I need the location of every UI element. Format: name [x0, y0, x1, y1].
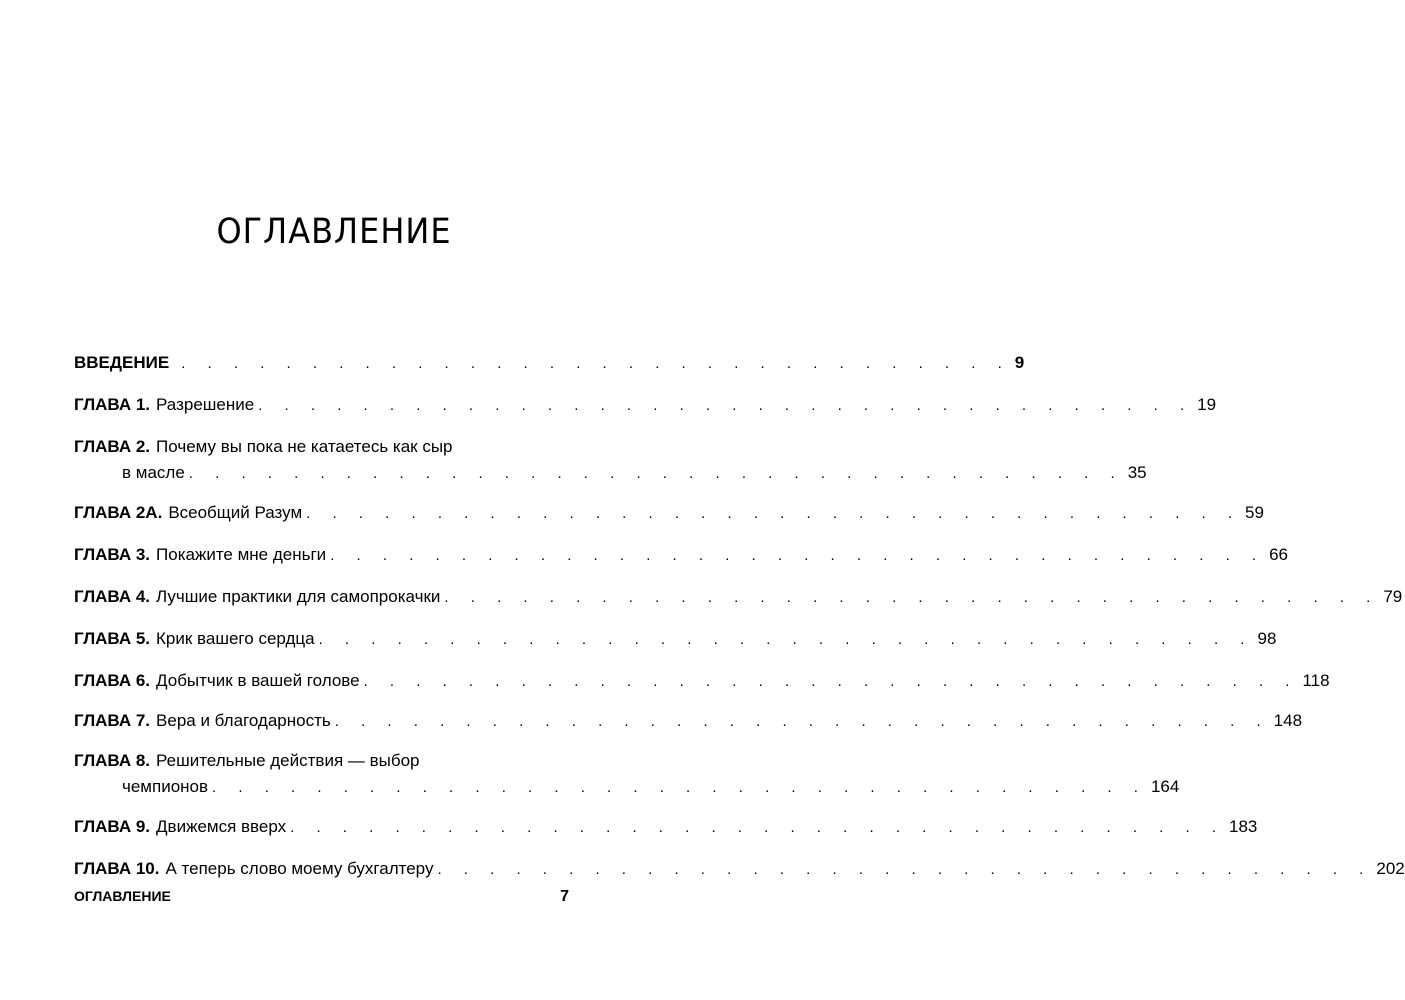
- toc-entry-intro[interactable]: [74, 350, 1025, 377]
- toc-entry-line: [74, 626, 1277, 653]
- toc-entry-line: [74, 392, 1217, 419]
- toc-entry-line: [74, 774, 1180, 801]
- toc-page-number: 59: [1245, 503, 1264, 522]
- toc-entry-title: Разрешение: [156, 395, 255, 414]
- toc-entry[interactable]: [74, 708, 1303, 735]
- toc-entry[interactable]: [74, 814, 1258, 841]
- toc-entry-title: Лучшие практики для самопрокачки: [156, 587, 441, 606]
- dot-leader: . . . . . . . . . . . . . . . . . . . . . . . . . . . . . . . . . . . .: [318, 631, 1254, 648]
- toc-page-number: 35: [1127, 463, 1147, 482]
- toc-entry-line: [74, 814, 1258, 841]
- dot-leader: . . . . . . . . . . . . . . . . . . . . . . . . . . . . . . . . . . . .: [363, 673, 1299, 690]
- toc-entry-title: Покажите мне деньги: [156, 545, 327, 564]
- dot-leader: . . . . . . . . . . . . . . . . . . . . . . . . . . . . . . . . . . . .: [330, 547, 1266, 564]
- footer-section-title: ОГЛАВЛЕНИЕ: [74, 888, 171, 904]
- toc-entry-label: ГЛАВА 1.: [74, 395, 151, 414]
- toc-page-number: 148: [1273, 711, 1303, 730]
- page-title: ОГЛАВЛЕНИЕ: [216, 210, 452, 252]
- dot-leader: . . . . . . . . . . . . . . . . . . . . . . . . . . . . . . . . . . . .: [334, 713, 1270, 730]
- toc-entry-label: ГЛАВА 3.: [74, 545, 151, 564]
- toc-entry-label: ГЛАВА 8.: [74, 751, 151, 770]
- toc-entry[interactable]: [74, 584, 1403, 611]
- toc-page-number: 183: [1229, 817, 1258, 836]
- footer-page-number: 7: [560, 888, 569, 905]
- toc-entry[interactable]: [74, 856, 1405, 883]
- toc-page-number: 164: [1150, 777, 1180, 796]
- toc-page-number: 66: [1269, 545, 1289, 564]
- dot-leader: . . . . . . . . . . . . . . . . . . . . . . . . . . . . . . . . . . . .: [258, 397, 1194, 414]
- toc-entry-label: ГЛАВА 4.: [74, 587, 151, 606]
- toc-entry[interactable]: [74, 392, 1217, 419]
- toc-entry[interactable]: [74, 434, 1147, 487]
- toc-entry-label: ГЛАВА 9.: [74, 817, 151, 836]
- toc-page-number: 19: [1197, 395, 1217, 414]
- toc-entry[interactable]: [74, 748, 1180, 801]
- toc-entry-title: Всеобщий Разум: [168, 503, 303, 522]
- toc-entry-label: ВВЕДЕНИЕ: [74, 353, 170, 372]
- toc-entry-line: [74, 708, 1303, 735]
- toc-entry-line: [74, 500, 1264, 527]
- toc-entry-title: Решительные действия — выбор: [156, 751, 420, 770]
- toc-page-number: 202: [1376, 859, 1405, 878]
- running-footer: [74, 888, 569, 906]
- toc-entry-label: ГЛАВА 5.: [74, 629, 151, 648]
- toc-page-number: 118: [1302, 671, 1330, 690]
- toc-entry-label: ГЛАВА 7.: [74, 711, 151, 730]
- toc-page-number: 9: [1014, 353, 1025, 372]
- toc-entry-title-cont: чемпионов: [122, 777, 209, 796]
- dot-leader: . . . . . . . . . . . . . . . . . . . . . . . . . . . . . . . . . . . .: [306, 505, 1242, 522]
- toc-entry-title: Вера и благодарность: [156, 711, 331, 730]
- toc-entry-title: Крик вашего сердца: [156, 629, 315, 648]
- toc-entry[interactable]: [74, 626, 1277, 653]
- toc-entry-title: Добытчик в вашей голове: [156, 671, 360, 690]
- dot-leader: . . . . . . . . . . . . . . . . . . . . . . . . . . . . . . . . . . . .: [444, 589, 1380, 606]
- toc-entry-line: [74, 748, 569, 774]
- toc-entry-title: Почему вы пока не катаетесь как сыр: [156, 437, 453, 456]
- toc-entry-line: [74, 584, 1403, 611]
- dot-leader: . . . . . . . . . . . . . . . . . . . . . . . . . . . . . . . .: [181, 355, 1011, 372]
- toc-entry-line: [74, 856, 1405, 883]
- toc-entry-title: Движемся вверх: [156, 817, 287, 836]
- toc-page-number: 79: [1383, 587, 1403, 606]
- toc-entry-line: [74, 542, 1289, 569]
- toc-entry[interactable]: [74, 500, 1264, 527]
- dot-leader: . . . . . . . . . . . . . . . . . . . . . . . . . . . . . . . . . . . .: [212, 779, 1147, 796]
- toc-entry[interactable]: [74, 668, 1330, 695]
- dot-leader: . . . . . . . . . . . . . . . . . . . . . . . . . . . . . . . . . . . .: [188, 465, 1124, 482]
- dot-leader: . . . . . . . . . . . . . . . . . . . . . . . . . . . . . . . . . . . .: [290, 819, 1226, 836]
- toc-entry[interactable]: [74, 542, 1289, 569]
- toc-entry-line: [74, 434, 569, 460]
- toc-page-number: 98: [1257, 629, 1277, 648]
- toc-entry-title-cont: в масле: [122, 463, 185, 482]
- dot-leader: . . . . . . . . . . . . . . . . . . . . . . . . . . . . . . . . . . . .: [437, 861, 1373, 878]
- toc-entry-label: ГЛАВА 2А.: [74, 503, 163, 522]
- toc-entry-title: А теперь слово моему бухгалтеру: [165, 859, 434, 878]
- toc-entry-line: [74, 460, 1147, 487]
- toc-entry-label: ГЛАВА 6.: [74, 671, 151, 690]
- toc-entry-line: [74, 668, 1330, 695]
- toc-entry-label: ГЛАВА 2.: [74, 437, 151, 456]
- toc-entry-label: ГЛАВА 10.: [74, 859, 160, 878]
